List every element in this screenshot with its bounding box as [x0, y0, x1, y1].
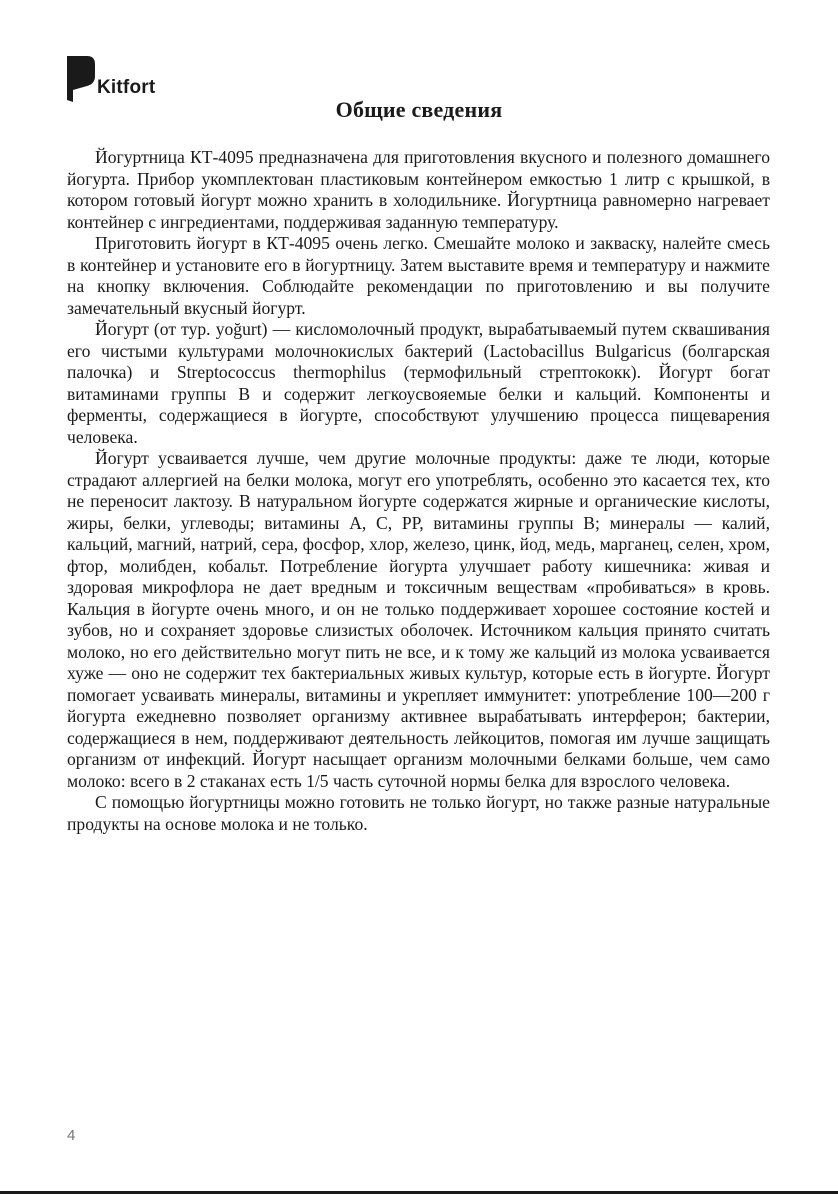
paragraph: С помощью йогуртницы можно готовить не только йогурт, но также разные натуральные продукты на основе молока и не только. — [67, 792, 770, 834]
kitfort-logo-icon — [67, 56, 95, 102]
page-number: 4 — [67, 1127, 76, 1144]
document-body — [67, 147, 770, 835]
paragraph: Приготовить йогурт в КТ-4095 очень легко. Смешайте молоко и закваску, налейте смесь в контейнер и установите его в йогуртницу. Затем выставите время и температуру и нажмите на кнопку включения. Соблюдайте рекомендации по приготовлению и вы получите замечательный вкусный йогурт. — [67, 233, 770, 318]
paragraph: Йогурт усваивается лучше, чем другие молочные продукты: даже те люди, которые страдают аллергией на белки молока, могут его употреблять, особенно это касается тех, кто не переносит лактозу. В натуральном йогурте содержатся жирные и органические кислоты, жиры, белки, углеводы; витамины А, С, РР, витамины группы В; минералы — калий, кальций, магний, натрий, сера, фосфор, хлор, железо, цинк, йод, медь, марганец, селен, хром, фтор, молибден, кобальт. Потребление йогурта улучшает работу кишечника: живая и здоровая микрофлора не дает вредным и токсичным веществам «пробиваться» в кровь. Кальция в йогурте очень много, и он не только поддерживает хорошее состояние костей и зубов, но и сохраняет здоровье слизистых оболочек. Источником кальция принято считать молоко, но его действительно могут пить не все, и к тому же кальций из молока усваивается хуже — оно не содержит тех бактериальных живых культур, которые есть в йогурте. Йогурт помогает усваивать минералы, витамины и укрепляет иммунитет: употребление 100—200 г йогурта ежедневно позволяет организму активнее вырабатывать интерферон; бактерии, содержащиеся в нем, поддерживают деятельность лейкоцитов, помогая им лучше защищать организм от инфекций. Йогурт насыщает организм молочными белками больше, чем само молоко: всего в 2 стаканах есть 1/5 часть суточной нормы белка для взрослого человека. — [67, 448, 770, 791]
paragraph: Йогурт (от тур. yoğurt) — кисломолочный продукт, вырабатываемый путем сквашивания его чистыми культурами молочнокислых бактерий (Lactobacillus Bulgaricus (болгарская палочка) и Streptococcus thermophilus (термофильный стрептококк). Йогурт богат витаминами группы В и содержит легкоусвояемые белки и кальций. Компоненты и ферменты, содержащиеся в йогурте, способствуют улучшению процесса пищеварения человека. — [67, 319, 770, 447]
paragraph: Йогуртница КТ-4095 предназначена для приготовления вкусного и полезного домашнего йогурта. Прибор укомплектован пластиковым контейнером емкостью 1 литр с крышкой, в котором готовый йогурт можно хранить в холодильнике. Йогуртница равномерно нагревает контейнер с ингредиентами, поддерживая заданную температуру. — [67, 147, 770, 232]
brand-name: Kitfort — [97, 77, 156, 98]
page-title: Общие сведения — [335, 97, 503, 122]
brand-logo — [67, 52, 155, 102]
